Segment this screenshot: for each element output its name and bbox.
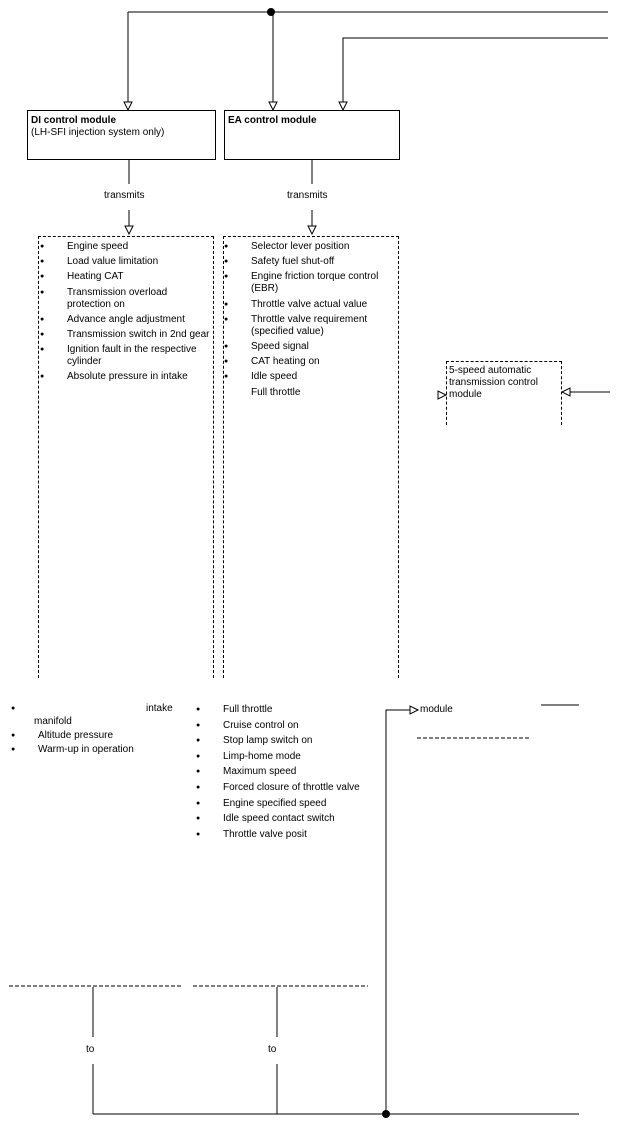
list-item: ● Maximum speed	[196, 766, 376, 778]
ea-transmits-label: transmits	[287, 190, 328, 201]
list-item: ● Limp-home mode	[196, 751, 376, 763]
list-item: Full throttle	[251, 386, 301, 398]
di-cont-bullet: ●	[11, 705, 16, 712]
arrow-into-module	[410, 706, 418, 714]
to-label-right: to	[268, 1044, 277, 1055]
list-item: ● Advance angle adjustment	[40, 314, 212, 326]
module-label: module	[420, 704, 453, 715]
list-item: ● Absolute pressure in intake	[40, 371, 212, 383]
list-item: ● Selector lever position	[224, 241, 396, 253]
list-item: ● Idle speed	[224, 371, 396, 383]
transmission-module-label: 5-speed automatic transmission control module	[449, 365, 538, 400]
list-item: ● Throttle valve actual value	[224, 299, 396, 311]
list-item: ● Transmission overload protection on	[40, 287, 212, 311]
list-item: ● Engine friction torque control (EBR)	[224, 271, 396, 295]
list-item: ● CAT heating on	[224, 356, 396, 368]
arrow-into-ea-2	[339, 102, 347, 110]
di-signal-list	[40, 241, 212, 387]
list-item: ● Throttle valve posit	[196, 829, 376, 841]
ea-control-module	[224, 110, 400, 160]
di-cont-first-cont: manifold	[34, 716, 72, 727]
list-item: ● Heating CAT	[40, 271, 212, 283]
list-item: ● Transmission switch in 2nd gear	[40, 329, 212, 341]
di-cont-list	[11, 730, 181, 758]
list-item: ● Speed signal	[224, 341, 396, 353]
list-item: ● Engine speed	[40, 241, 212, 253]
arrow-into-trans-left	[438, 391, 446, 399]
list-item: ● Forced closure of throttle valve	[196, 782, 376, 794]
module-line	[386, 710, 410, 1114]
list-item: ● Cruise control on	[196, 720, 376, 732]
line-second-bus	[343, 38, 608, 103]
di-transmits-label: transmits	[104, 190, 145, 201]
list-item: ● Safety fuel shut-off	[224, 256, 396, 268]
di-module-subtitle: (LH-SFI injection system only)	[31, 127, 165, 138]
di-control-module	[27, 110, 216, 160]
list-item: ● Altitude pressure	[11, 730, 181, 742]
ea-cont-list	[196, 704, 376, 844]
list-item: ● Load value limitation	[40, 256, 212, 268]
arrow-into-di	[124, 102, 132, 110]
transmission-control-module	[446, 361, 562, 425]
list-item: ● Throttle valve requirement (specified value)	[224, 314, 396, 338]
to-label-left: to	[86, 1044, 95, 1055]
ea-signal-list	[224, 241, 396, 402]
list-item: ● Full throttle	[196, 704, 376, 716]
list-item: ● Engine specified speed	[196, 798, 376, 810]
ea-module-title: EA control module	[228, 115, 317, 126]
arrow-ea-list	[308, 226, 316, 234]
di-cont-first-word: intake	[146, 703, 173, 714]
list-item: ● Idle speed contact switch	[196, 813, 376, 825]
di-module-title: DI control module	[31, 115, 116, 126]
arrow-into-ea	[269, 102, 277, 110]
list-item: ● Stop lamp switch on	[196, 735, 376, 747]
list-item: ● Warm-up in operation	[11, 744, 181, 756]
arrow-di-list	[125, 226, 133, 234]
junction-dot-bottom	[383, 1111, 390, 1118]
arrow-into-trans-right	[562, 388, 570, 396]
list-item: ● Ignition fault in the respective cylinder	[40, 344, 212, 368]
